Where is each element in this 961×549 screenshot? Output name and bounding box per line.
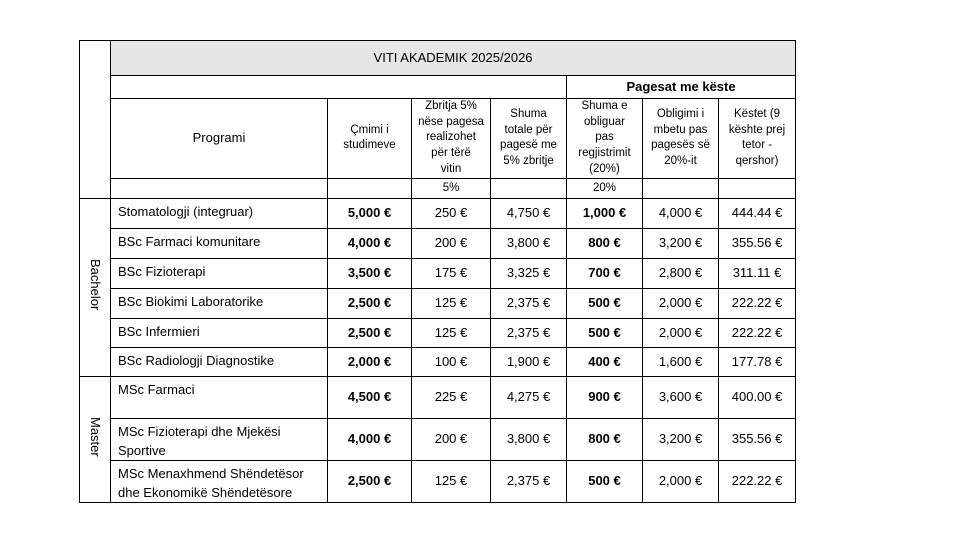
program-name: BSc Radiologji Diagnostike	[111, 347, 328, 376]
total-with-discount: 3,800 €	[491, 418, 567, 460]
price: 4,500 €	[328, 376, 412, 418]
program-name: BSc Farmaci komunitare	[111, 228, 328, 258]
program-name: MSc Fizioterapi dhe Mjekësi Sportive	[111, 418, 328, 460]
column-header-total-with-discount: Shuma totale për pagesë me 5% zbritje	[491, 99, 567, 179]
column-header-remaining: Obligimi i mbetu pas pagesës së 20%-it	[643, 99, 719, 179]
rate-blank	[111, 178, 328, 198]
price: 4,000 €	[328, 418, 412, 460]
installment-amount: 400.00 €	[719, 376, 796, 418]
remaining-amount: 4,000 €	[643, 198, 719, 228]
table-row	[80, 418, 796, 460]
program-name: MSc Menaxhmend Shëndetësor dhe Ekonomikë Shëndetësore	[111, 460, 328, 502]
remaining-amount: 2,000 €	[643, 460, 719, 502]
price: 4,000 €	[328, 228, 412, 258]
level-label-bachelor	[80, 198, 111, 376]
total-with-discount: 4,275 €	[491, 376, 567, 418]
installment-amount: 222.22 €	[719, 460, 796, 502]
program-name: BSc Biokimi Laboratorike	[111, 288, 328, 318]
total-with-discount: 2,375 €	[491, 288, 567, 318]
registration-payment: 500 €	[567, 288, 643, 318]
rate-blank	[719, 178, 796, 198]
table-row	[80, 347, 796, 376]
registration-payment: 800 €	[567, 228, 643, 258]
rate-blank	[328, 178, 412, 198]
price: 3,500 €	[328, 258, 412, 288]
column-header-program: Programi	[111, 99, 328, 179]
registration-payment: 800 €	[567, 418, 643, 460]
table-row	[80, 228, 796, 258]
registration-payment: 500 €	[567, 460, 643, 502]
total-with-discount: 4,750 €	[491, 198, 567, 228]
remaining-amount: 2,000 €	[643, 318, 719, 347]
registration-payment: 1,000 €	[567, 198, 643, 228]
remaining-amount: 2,800 €	[643, 258, 719, 288]
registration-payment: 700 €	[567, 258, 643, 288]
discount-amount: 175 €	[412, 258, 491, 288]
discount-rate: 5%	[412, 178, 491, 198]
discount-amount: 125 €	[412, 288, 491, 318]
remaining-amount: 3,200 €	[643, 228, 719, 258]
discount-amount: 200 €	[412, 228, 491, 258]
remaining-amount: 2,000 €	[643, 288, 719, 318]
level-label-text: Master	[88, 417, 103, 457]
registration-payment: 400 €	[567, 347, 643, 376]
price: 2,000 €	[328, 347, 412, 376]
price: 2,500 €	[328, 318, 412, 347]
total-with-discount: 1,900 €	[491, 347, 567, 376]
column-header-registration-payment: Shuma e obliguar pas regjistrimit (20%)	[567, 99, 643, 179]
table-row	[80, 460, 796, 502]
installment-amount: 444.44 €	[719, 198, 796, 228]
level-label-text: Bachelor	[88, 259, 103, 311]
installment-amount: 311.11 €	[719, 258, 796, 288]
table-row	[80, 258, 796, 288]
discount-amount: 250 €	[412, 198, 491, 228]
discount-amount: 125 €	[412, 460, 491, 502]
total-with-discount: 3,800 €	[491, 228, 567, 258]
price: 2,500 €	[328, 288, 412, 318]
column-header-price: Çmimi i studimeve	[328, 99, 412, 179]
level-header-blank	[80, 41, 111, 199]
price: 2,500 €	[328, 460, 412, 502]
rate-blank	[643, 178, 719, 198]
installment-amount: 355.56 €	[719, 418, 796, 460]
rate-blank	[491, 178, 567, 198]
installment-amount: 222.22 €	[719, 318, 796, 347]
registration-rate: 20%	[567, 178, 643, 198]
discount-amount: 225 €	[412, 376, 491, 418]
table-title: VITI AKADEMIK 2025/2026	[111, 41, 796, 76]
remaining-amount: 1,600 €	[643, 347, 719, 376]
discount-amount: 125 €	[412, 318, 491, 347]
column-header-installments: Këstet (9 kështe prej tetor - qershor)	[719, 99, 796, 179]
group-blank	[111, 76, 567, 99]
discount-amount: 100 €	[412, 347, 491, 376]
program-name: Stomatologji (integruar)	[111, 198, 328, 228]
installments-group-header: Pagesat me këste	[567, 76, 796, 99]
level-label-master	[80, 376, 111, 502]
table-row	[80, 376, 796, 418]
program-name: BSc Fizioterapi	[111, 258, 328, 288]
total-with-discount: 3,325 €	[491, 258, 567, 288]
total-with-discount: 2,375 €	[491, 318, 567, 347]
registration-payment: 900 €	[567, 376, 643, 418]
installment-amount: 355.56 €	[719, 228, 796, 258]
total-with-discount: 2,375 €	[491, 460, 567, 502]
tuition-fees-table	[79, 40, 796, 503]
program-name: MSc Farmaci	[111, 376, 328, 418]
table-row	[80, 288, 796, 318]
program-name: BSc Infermieri	[111, 318, 328, 347]
discount-amount: 200 €	[412, 418, 491, 460]
column-header-discount: Zbritja 5% nëse pagesa realizohet për tërë vitin	[412, 99, 491, 179]
registration-payment: 500 €	[567, 318, 643, 347]
price: 5,000 €	[328, 198, 412, 228]
remaining-amount: 3,200 €	[643, 418, 719, 460]
table-row	[80, 318, 796, 347]
installment-amount: 222.22 €	[719, 288, 796, 318]
remaining-amount: 3,600 €	[643, 376, 719, 418]
installment-amount: 177.78 €	[719, 347, 796, 376]
table-row	[80, 198, 796, 228]
